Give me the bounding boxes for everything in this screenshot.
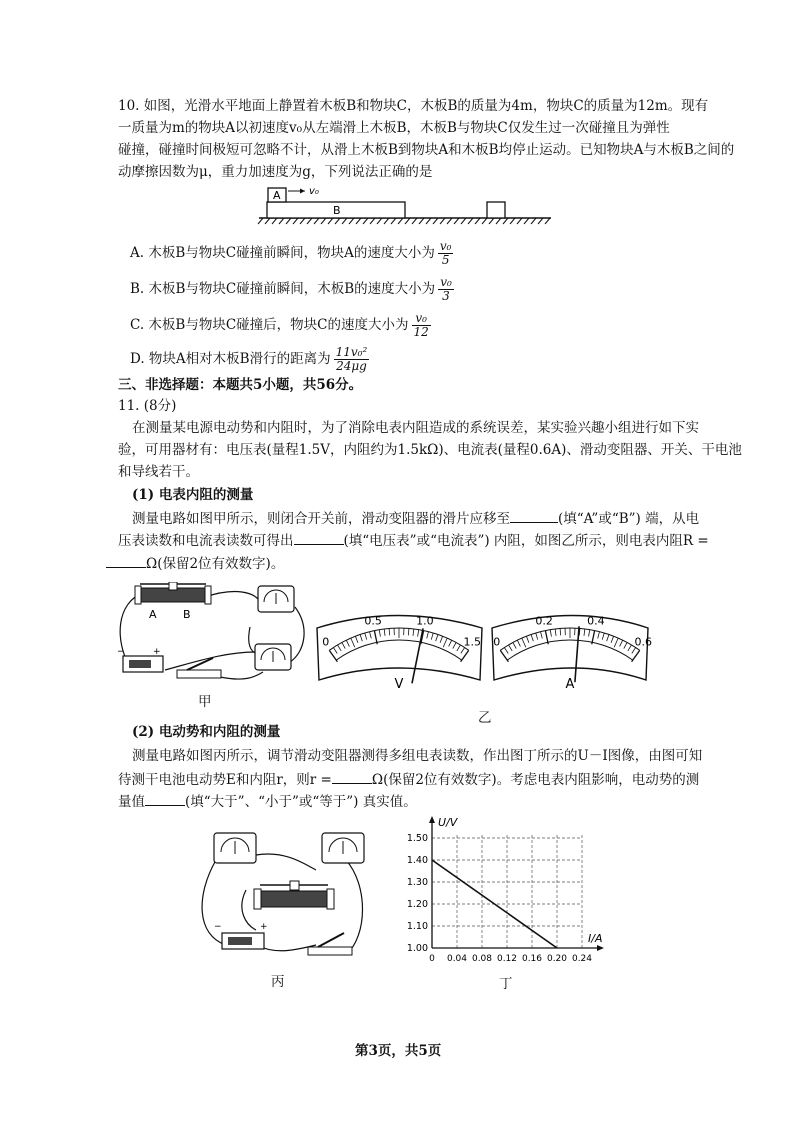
q10-option-c: C. 木板B与物块C碰撞后，物块C的速度大小为 $\frac{\text{v₀}}{12}$ (130, 311, 429, 339)
q11-part1-title: (1) 电表内阻的测量 (132, 487, 254, 503)
x-axis-label: I/A (588, 932, 603, 945)
q10-line-1: 10. 如图，光滑水平地面上静置着木板B和物块C，木板B的质量为4m，物块C的质量为12m。现有 (118, 98, 709, 114)
q11-part1-line3: Ω(保留2位有效数字)。 (106, 553, 284, 574)
ammeter-icon (214, 833, 256, 863)
answer-blank-5[interactable] (145, 791, 185, 806)
ammeter-icon (255, 644, 291, 670)
fig-ding-caption: 丁 (499, 976, 513, 992)
answer-blank-4[interactable] (332, 769, 372, 784)
voltmeter-scale (317, 616, 482, 681)
answer-blank-1[interactable] (510, 508, 558, 523)
q11-part2-line2: 待测干电池电动势E和内阻r，则r = Ω(保留2位有效数字)。考虑电表内阻影响，电动势的测 (118, 769, 699, 790)
q10-option-d: D. 物块A相对木板B滑行的距离为 $\frac{\text{11v₀²}}{24\mu g}$ (130, 345, 368, 373)
voltmeter-letter: V (394, 677, 404, 690)
section-title: 三、非选择题：本题共5小题，共56分。 (118, 377, 363, 393)
q11-part1-line1: 测量电路如图甲所示，则闭合开关前，滑动变阻器的滑片应移至 (填“A”或“B”) 端，从电 (132, 508, 699, 529)
x-tick-label: 0.08 (471, 954, 493, 964)
svg-text:−: − (214, 922, 222, 932)
page-footer: 第3页，共5页 (355, 1043, 442, 1059)
label-v0: v₀ (309, 186, 319, 197)
y-tick-label: 1.10 (406, 921, 428, 932)
rheostat (254, 881, 334, 909)
q10-line-3: 碰撞，碰撞时间极短可忽略不计，从滑上木板B到物块A和木板B均停止运动。已知物块A与木板B之间的 (118, 142, 735, 158)
x-tick-label: 0.24 (571, 954, 593, 964)
q11-header: 11. (8分) (118, 398, 177, 414)
q10-option-a: A. 木板B与物块C碰撞前瞬间，物块A的速度大小为 $\frac{\text{v₀}}{5}$ (130, 239, 452, 267)
ammeter-tick-label: 0.6 (634, 635, 652, 649)
q10-line-4: 动摩擦因数为μ，重力加速度为g，下列说法正确的是 (118, 164, 433, 180)
ammeter-tick-label: 0 (493, 635, 501, 649)
ammeter-tick-label: 0.4 (587, 614, 605, 628)
answer-blank-3[interactable] (106, 553, 146, 568)
y-axis-label: U/V (438, 816, 458, 829)
q11-intro-3: 和导线若干。 (118, 464, 199, 480)
fig-ding-chart (392, 812, 612, 972)
x-tick-label: 0.16 (521, 954, 543, 964)
y-tick-label: 1.30 (406, 877, 428, 888)
q11-part2-line3: 量值 (填“大于”、“小于”或“等于”) 真实值。 (118, 791, 417, 812)
label-b: B (333, 204, 341, 217)
fig-bing-circuit (196, 825, 376, 973)
answer-blank-2[interactable] (294, 530, 344, 545)
q11-part2-title: (2) 电动势和内阻的测量 (132, 724, 281, 740)
switch-icon (308, 933, 352, 955)
block-c (487, 202, 505, 218)
x-tick-label: 0.20 (546, 954, 568, 964)
fig-jia-caption: 甲 (198, 694, 212, 710)
q10-line-2: 一质量为m的物块A以初速度v₀从左端滑上木板B，木板B与物块C仅发生过一次碰撞且为弹性 (118, 120, 670, 136)
fig-jia-circuit (105, 582, 310, 707)
fig-yi-caption: 乙 (478, 710, 492, 726)
q10-option-b: B. 木板B与物块C碰撞前瞬间，木板B的速度大小为 $\frac{\text{v₀}}{3}$ (130, 275, 452, 303)
fig-yi-meters (312, 598, 652, 690)
voltmeter-tick-label: 1.0 (416, 614, 434, 628)
y-tick-label: 1.00 (406, 943, 428, 954)
x-tick-label: 0.04 (446, 954, 468, 964)
x-axis-arrow (597, 945, 604, 951)
battery-icon (214, 922, 268, 949)
voltmeter-icon (258, 586, 294, 612)
battery-icon (117, 647, 163, 672)
svg-text:+: + (153, 647, 161, 657)
y-tick-label: 1.50 (406, 833, 428, 844)
x-tick-label: 0.12 (496, 954, 518, 964)
q10-block-figure (255, 180, 565, 226)
y-tick-label: 1.40 (406, 855, 428, 866)
svg-text:−: − (117, 647, 125, 657)
voltmeter-tick-label: 1.5 (463, 635, 481, 649)
svg-text:+: + (260, 922, 268, 932)
q11-part1-line2: 压表读数和电流表读数可得出 (填“电压表”或“电流表”) 内阻，如图乙所示，则电表内阻R = (118, 530, 709, 551)
q11-part2-line1: 测量电路如图丙所示，调节滑动变阻器测得多组电表读数，作出图丁所示的U－I图像，由图可知 (132, 748, 703, 764)
ammeter-letter: A (565, 677, 575, 690)
y-axis-arrow (429, 816, 435, 823)
rheostat-label-a: A (149, 608, 157, 621)
voltmeter-icon (322, 833, 364, 863)
fig-bing-caption: 丙 (271, 974, 285, 990)
ammeter-tick-label: 0.2 (535, 614, 553, 628)
q11-intro-2: 验，可用器材有：电压表(量程1.5V，内阻约为1.5kΩ)、电流表(量程0.6A)、滑动变阻器、开关、干电池 (118, 442, 742, 458)
label-a: A (273, 189, 281, 202)
y-tick-label: 1.20 (406, 899, 428, 910)
voltmeter-tick-label: 0 (322, 635, 330, 649)
x-tick-label: 0 (429, 954, 435, 964)
voltmeter-tick-label: 0.5 (364, 614, 382, 628)
rheostat-label-b: B (183, 608, 191, 621)
q11-intro-1: 在测量某电源电动势和内阻时，为了消除电表内阻造成的系统误差，某实验兴趣小组进行如下实 (132, 420, 699, 436)
